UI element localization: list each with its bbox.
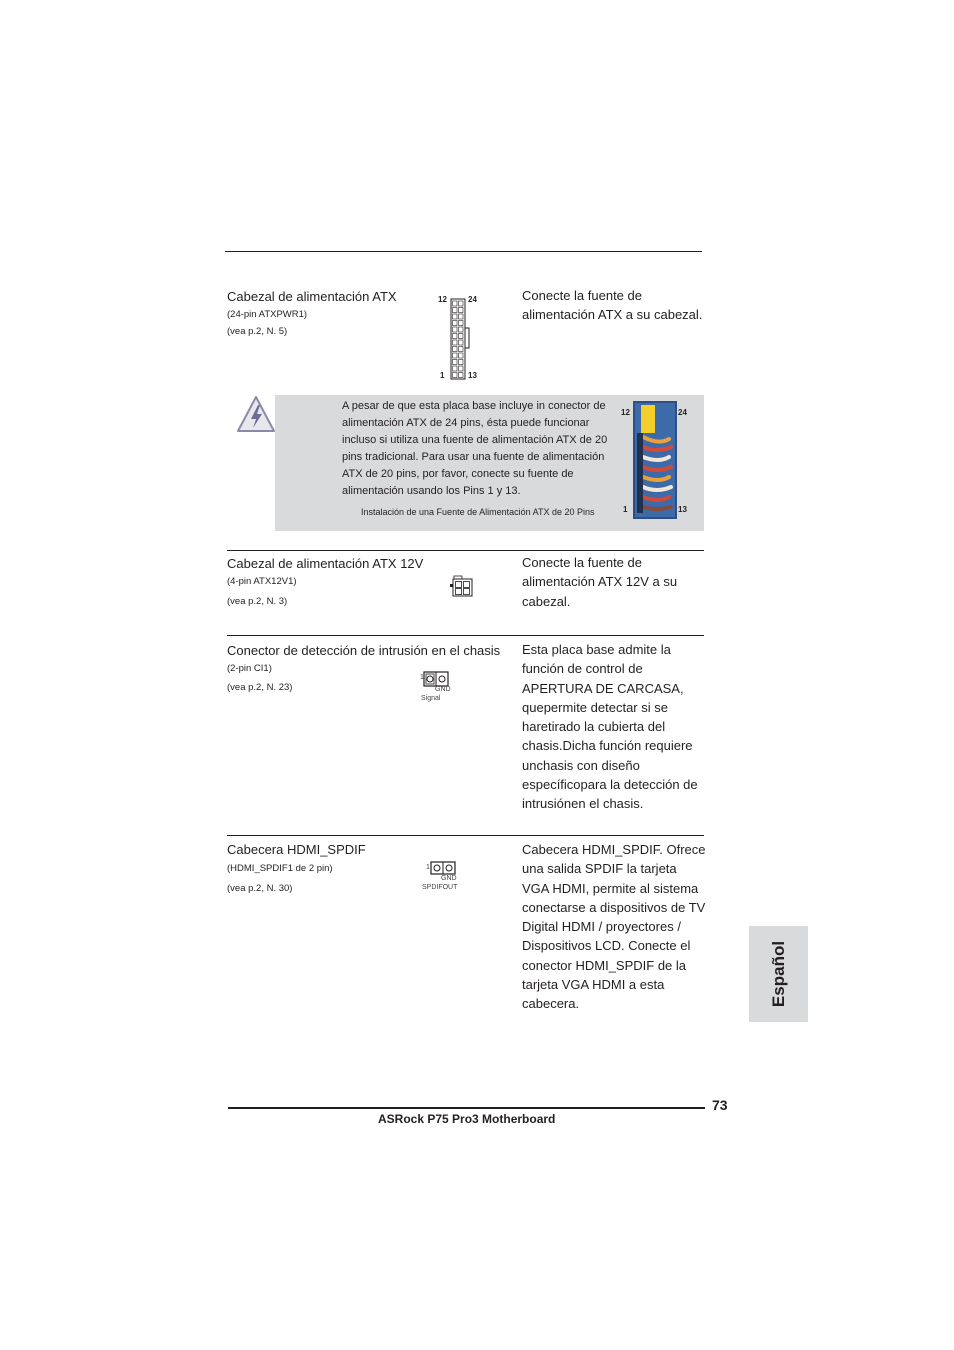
hdmi-title: Cabecera HDMI_SPDIF: [227, 842, 366, 857]
warning-text: A pesar de que esta placa base incluye in conector de alimentación ATX de 24 pins, ésta puede funcionar incluso si utiliza una fuente de alimentación ATX de 20 pins tradicional. Para usar una fuente de alimentación ATX de 20 pins, por favor, conecte su fuente de alimentación usando los Pins 1 y 13.: [342, 400, 608, 497]
atx-subtitle: (24-pin ATXPWR1): [227, 309, 308, 320]
atx12v-subtitle: (4-pin ATX12V1): [227, 576, 297, 587]
hdmi-2pin-header-icon: [430, 861, 456, 875]
warning-caption: Instalación de una Fuente de Alimentación ATX de 20 Pins: [361, 507, 595, 517]
atx-title: Cabezal de alimentación ATX: [227, 289, 397, 304]
atx-ref: (vea p.2, N. 5): [227, 326, 288, 337]
atx12v-rule: [227, 550, 704, 551]
chassis-signal-label: Signal: [421, 695, 441, 702]
hdmi-ref: (vea p.2, N. 30): [227, 883, 293, 894]
atx12v-title: Cabezal de alimentación ATX 12V: [227, 556, 424, 571]
atx-20pin-install-photo-icon: [633, 401, 677, 519]
hdmi-gnd-label: GND: [441, 875, 457, 882]
atx-pin-12: 12: [438, 295, 447, 304]
atx12v-description: Conecte la fuente de alimentación ATX 12V a su cabezal.: [522, 555, 678, 609]
chassis-2pin-header-icon: [423, 671, 449, 687]
atx-pin-1: 1: [440, 371, 445, 380]
chassis-title: Conector de detección de intrusión en el chasis: [227, 643, 501, 658]
top-rule: [225, 251, 702, 252]
hdmi-description: Cabecera HDMI_SPDIF. Ofrece una salida SPDIF la tarjeta VGA HDMI, permite al sistema conectarse a dispositivos de TV Digital HDMI / proyectores / Dispositivos LCD. Conecte el conector HDMI_SPDIF de la tarjeta VGA HDMI a esta cabecera.: [522, 842, 706, 1012]
chassis-subtitle: (2-pin CI1): [227, 663, 272, 674]
atx12v-ref: (vea p.2, N. 3): [227, 596, 288, 607]
warning-pin-1: 1: [623, 505, 628, 514]
warning-pin-13: 13: [678, 505, 687, 514]
atx-24pin-connector-icon: [450, 298, 472, 380]
atx-description: Conecte la fuente de alimentación ATX a su cabezal.: [522, 288, 703, 323]
chassis-pin-1: 1: [420, 674, 424, 681]
chassis-gnd-label: GND: [435, 686, 451, 693]
hdmi-rule: [227, 835, 704, 836]
warning-pin-12: 12: [621, 408, 630, 417]
warning-lightning-icon: [235, 394, 277, 434]
atx-pin-13: 13: [468, 371, 477, 380]
hdmi-spdifout-label: SPDIFOUT: [422, 884, 458, 891]
atx-pin-24: 24: [468, 295, 477, 304]
hdmi-pin-1: 1: [426, 864, 430, 871]
hdmi-subtitle: (HDMI_SPDIF1 de 2 pin): [227, 863, 333, 874]
footer-rule: [228, 1107, 705, 1109]
language-tab-label: Español: [768, 940, 788, 1008]
language-tab: [749, 926, 808, 1022]
footer-product-name: ASRock P75 Pro3 Motherboard: [378, 1112, 556, 1126]
warning-pin-24: 24: [678, 408, 687, 417]
page-number: 73: [712, 1097, 728, 1113]
chassis-ref: (vea p.2, N. 23): [227, 682, 293, 693]
chassis-description: Esta placa base admite la función de control de APERTURA DE CARCASA, quepermite detectar si se haretirado la cubierta del chasis.Dicha función requiere unchasis con diseño específicopara la detección de intrusiónen el chasis.: [522, 642, 698, 812]
chassis-rule: [227, 635, 704, 636]
atx12v-4pin-connector-icon: [450, 575, 474, 597]
